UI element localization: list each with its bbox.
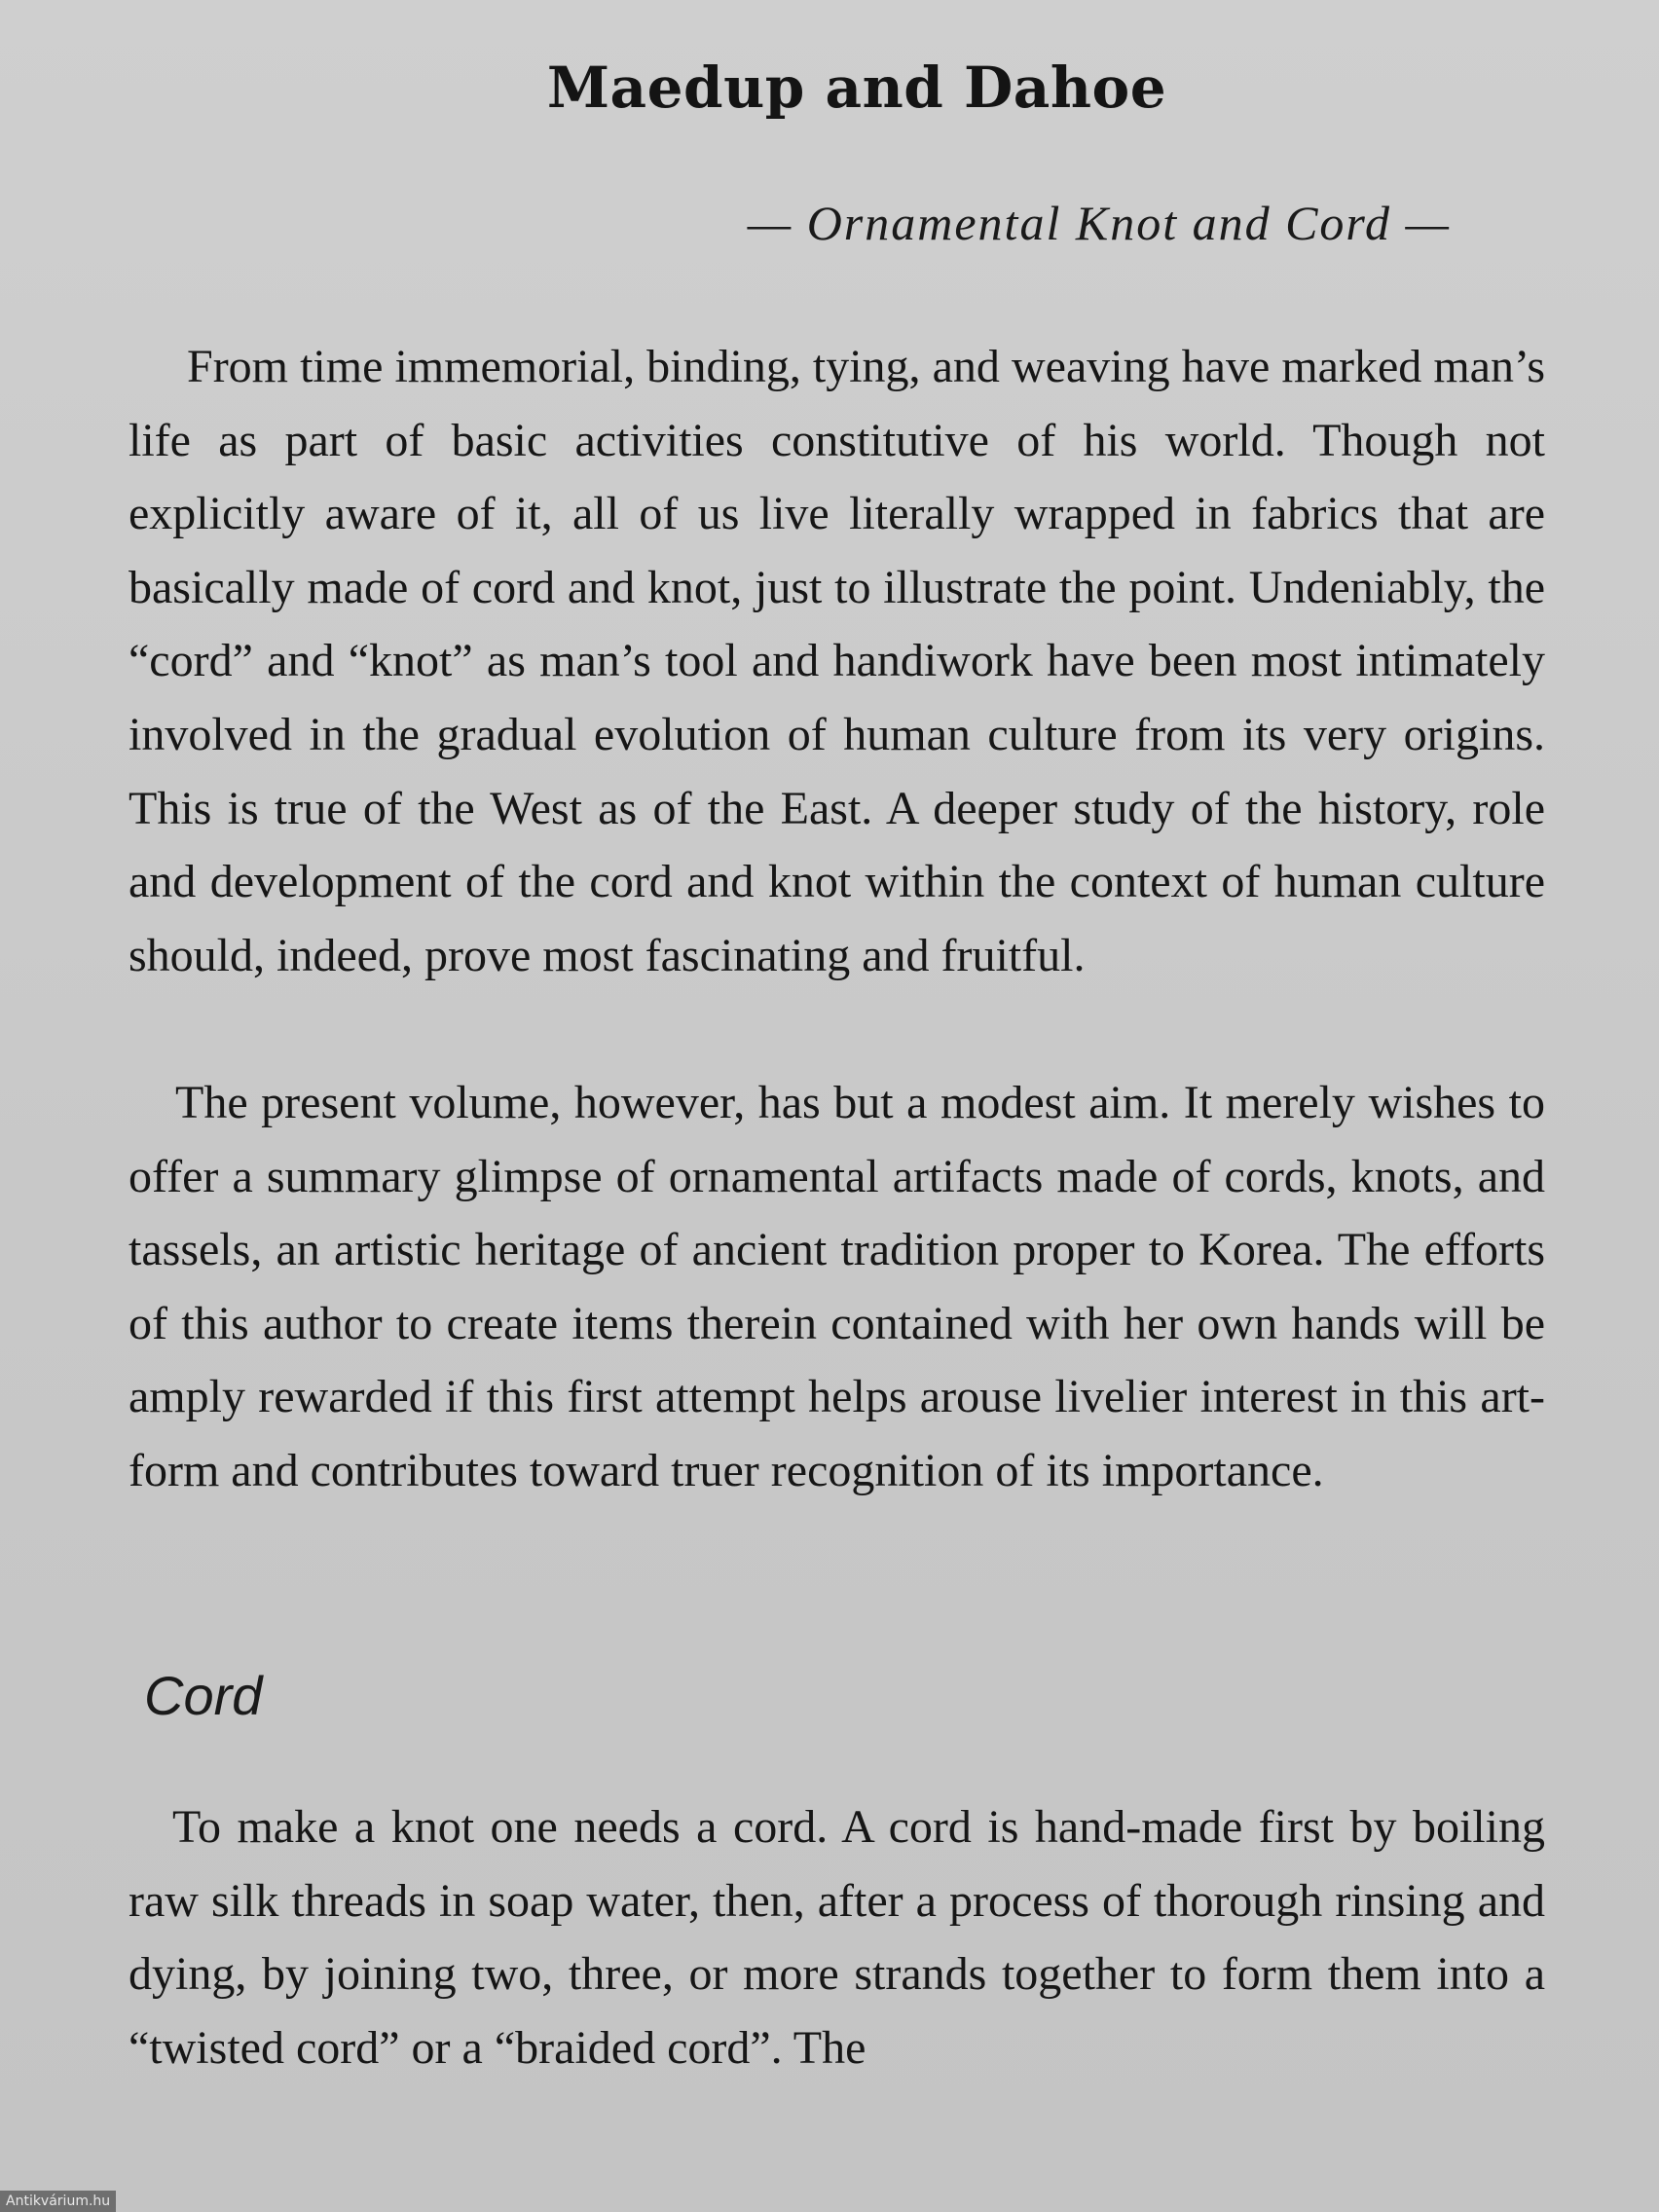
page-title: Maedup and Dahoe xyxy=(546,55,1167,121)
section-paragraph xyxy=(129,1790,1545,2084)
page-subtitle: — Ornamental Knot and Cord — xyxy=(747,196,1451,250)
body-paragraph-1 xyxy=(129,330,1545,992)
watermark: Antikvárium.hu xyxy=(0,2191,116,2212)
body-paragraph-2-text: The present volume, however, has but a modest aim. It merely wishes to offer a summary glimpse of ornamental artifacts made of cords, knots, and tassels, an artistic heritage of ancient tradition proper to Korea. The efforts of this author to create items therein contained with her own hands will be amply rewarded if this first attempt helps arouse livelier interest in this art-form and contributes toward truer recognition of its importance. xyxy=(129,1077,1545,1496)
section-heading-cord: Cord xyxy=(144,1665,263,1726)
section-paragraph-text: To make a knot one needs a cord. A cord is hand-made first by boiling raw silk threads in soap water, then, after a process of thorough rinsing and dying, by joining two, three, or more strands together to form them into a “twisted cord” or a “braided cord”. The xyxy=(129,1801,1545,2074)
body-paragraph-1-text: From time immemorial, binding, tying, and weaving have marked man’s life as part of basic activities constitutive of his world. Though not explicitly aware of it, all of us live literally wrapped in fabrics that are basically made of cord and knot, just to illustrate the point. Undeniably, the “cord” and “knot” as man’s tool and handiwork have been most intimately involved in the gradual evolution of human culture from its very origins. This is true of the West as of the East. A deeper study of the history, role and development of the cord and knot within the context of human culture should, indeed, prove most fascinating and fruitful. xyxy=(129,341,1545,981)
body-paragraph-2 xyxy=(129,1066,1545,1508)
